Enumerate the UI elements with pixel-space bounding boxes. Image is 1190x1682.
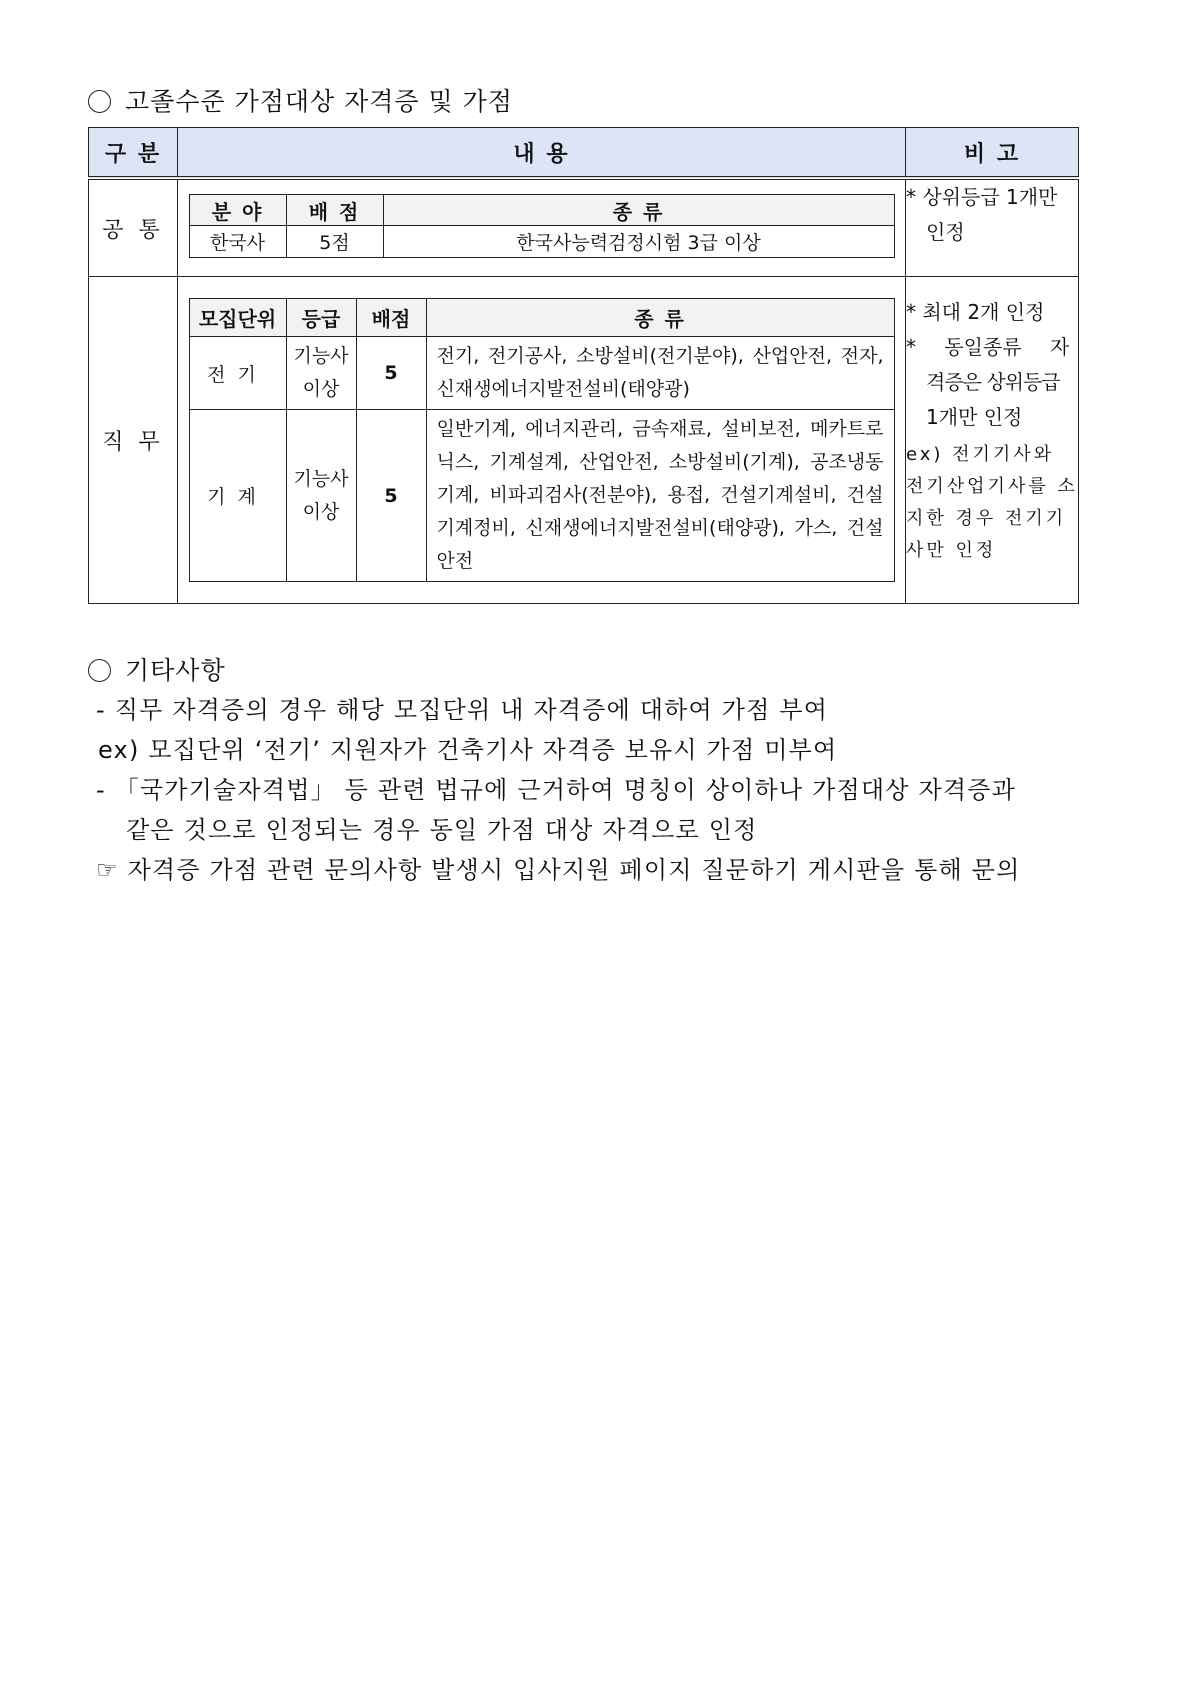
cell-type: 전기, 전기공사, 소방설비(전기분야), 산업안전, 전자, 신재생에너지발전설비(태양광) xyxy=(426,337,894,410)
inner-header-score: 배점 xyxy=(356,299,426,337)
other-item: - 「국가기술자격법」 등 관련 법규에 근거하여 명칭이 상이하나 가점대상 자격증과 xyxy=(96,776,1017,804)
common-content-cell xyxy=(178,178,906,277)
section-heading-other xyxy=(88,651,226,687)
circle-bullet-icon xyxy=(88,659,111,682)
cell-grade xyxy=(286,410,356,582)
header-content: 내 용 xyxy=(178,128,906,179)
table-row xyxy=(189,337,894,410)
grade-line: 기능사 xyxy=(293,345,349,367)
section-title: 고졸수준 가점대상 자격증 및 가점 xyxy=(125,87,513,116)
cell-score: 5점 xyxy=(286,226,383,258)
remark-line: * 상위등급 1개만 xyxy=(906,185,1058,209)
grade-line: 이상 xyxy=(302,378,340,400)
row-job xyxy=(89,277,1079,604)
remark-example: ex) 전기기사와 전기산업기사를 소지한 경우 전기기사만 인정 xyxy=(906,444,1078,561)
other-item: - 직무 자격증의 경우 해당 모집단위 내 자격증에 대하여 가점 부여 xyxy=(96,696,829,724)
bonus-certificate-table xyxy=(88,127,1079,604)
cell-field: 한국사 xyxy=(189,226,286,258)
job-inner-table xyxy=(189,298,895,582)
table-row xyxy=(189,226,894,258)
cell-score: 5 xyxy=(356,410,426,582)
grade-line: 이상 xyxy=(302,500,340,523)
remark-line: 1개만 인정 xyxy=(926,405,1023,429)
inner-header-score: 배 점 xyxy=(286,195,383,226)
cell-unit: 전기 xyxy=(189,337,286,410)
table-header-row xyxy=(89,128,1079,179)
common-inner-table xyxy=(189,194,895,258)
cell-grade xyxy=(286,337,356,410)
remarks-job xyxy=(906,277,1079,604)
header-category: 구 분 xyxy=(89,128,178,179)
table-row xyxy=(189,410,894,582)
inner-header-row xyxy=(189,195,894,226)
grade-line: 기능사 xyxy=(293,467,349,490)
row-common xyxy=(89,178,1079,277)
remark-line: * 최대 2개 인정 xyxy=(906,300,1045,324)
cell-type: 한국사능력검정시험 3급 이상 xyxy=(383,226,894,258)
section-title: 기타사항 xyxy=(125,656,226,685)
cell-score: 5 xyxy=(356,337,426,410)
remarks-common xyxy=(906,178,1079,277)
remark-line: 격증은 상위등급 xyxy=(926,370,1060,394)
remark-line: 인정 xyxy=(926,220,965,244)
header-remarks: 비 고 xyxy=(906,128,1079,179)
cell-unit: 기계 xyxy=(189,410,286,582)
inner-header-row xyxy=(189,299,894,337)
row-label-common: 공 통 xyxy=(89,178,178,277)
cell-type: 일반기계, 에너지관리, 금속재료, 설비보전, 메카트로닉스, 기계설계, 산업안전, 소방설비(기계), 공조냉동기계, 비파괴검사(전분야), 용접, 건설기계설비, 건설기계정비, 신재생에너지발전설비(태양광), 가스, 건설안전 xyxy=(426,410,894,582)
row-label-job: 직 무 xyxy=(89,277,178,604)
inner-header-unit: 모집단위 xyxy=(189,299,286,337)
job-content-cell xyxy=(178,277,906,604)
other-item-example: ex) 모집단위 ‘전기’ 지원자가 건축기사 자격증 보유시 가점 미부여 xyxy=(98,736,838,764)
circle-bullet-icon xyxy=(88,90,111,113)
section-heading-bonus-certificates xyxy=(88,82,513,118)
inner-header-field: 분 야 xyxy=(189,195,286,226)
inner-header-type: 종 류 xyxy=(383,195,894,226)
other-item-inquiry: ☞ 자격증 가점 관련 문의사항 발생시 입사지원 페이지 질문하기 게시판을 통해 문의 xyxy=(96,856,1021,884)
other-item-continuation: 같은 것으로 인정되는 경우 동일 가점 대상 자격으로 인정 xyxy=(126,816,758,844)
inner-header-grade: 등급 xyxy=(286,299,356,337)
remark-line: * 동일종류 자 xyxy=(906,335,1070,359)
inner-header-type: 종 류 xyxy=(426,299,894,337)
